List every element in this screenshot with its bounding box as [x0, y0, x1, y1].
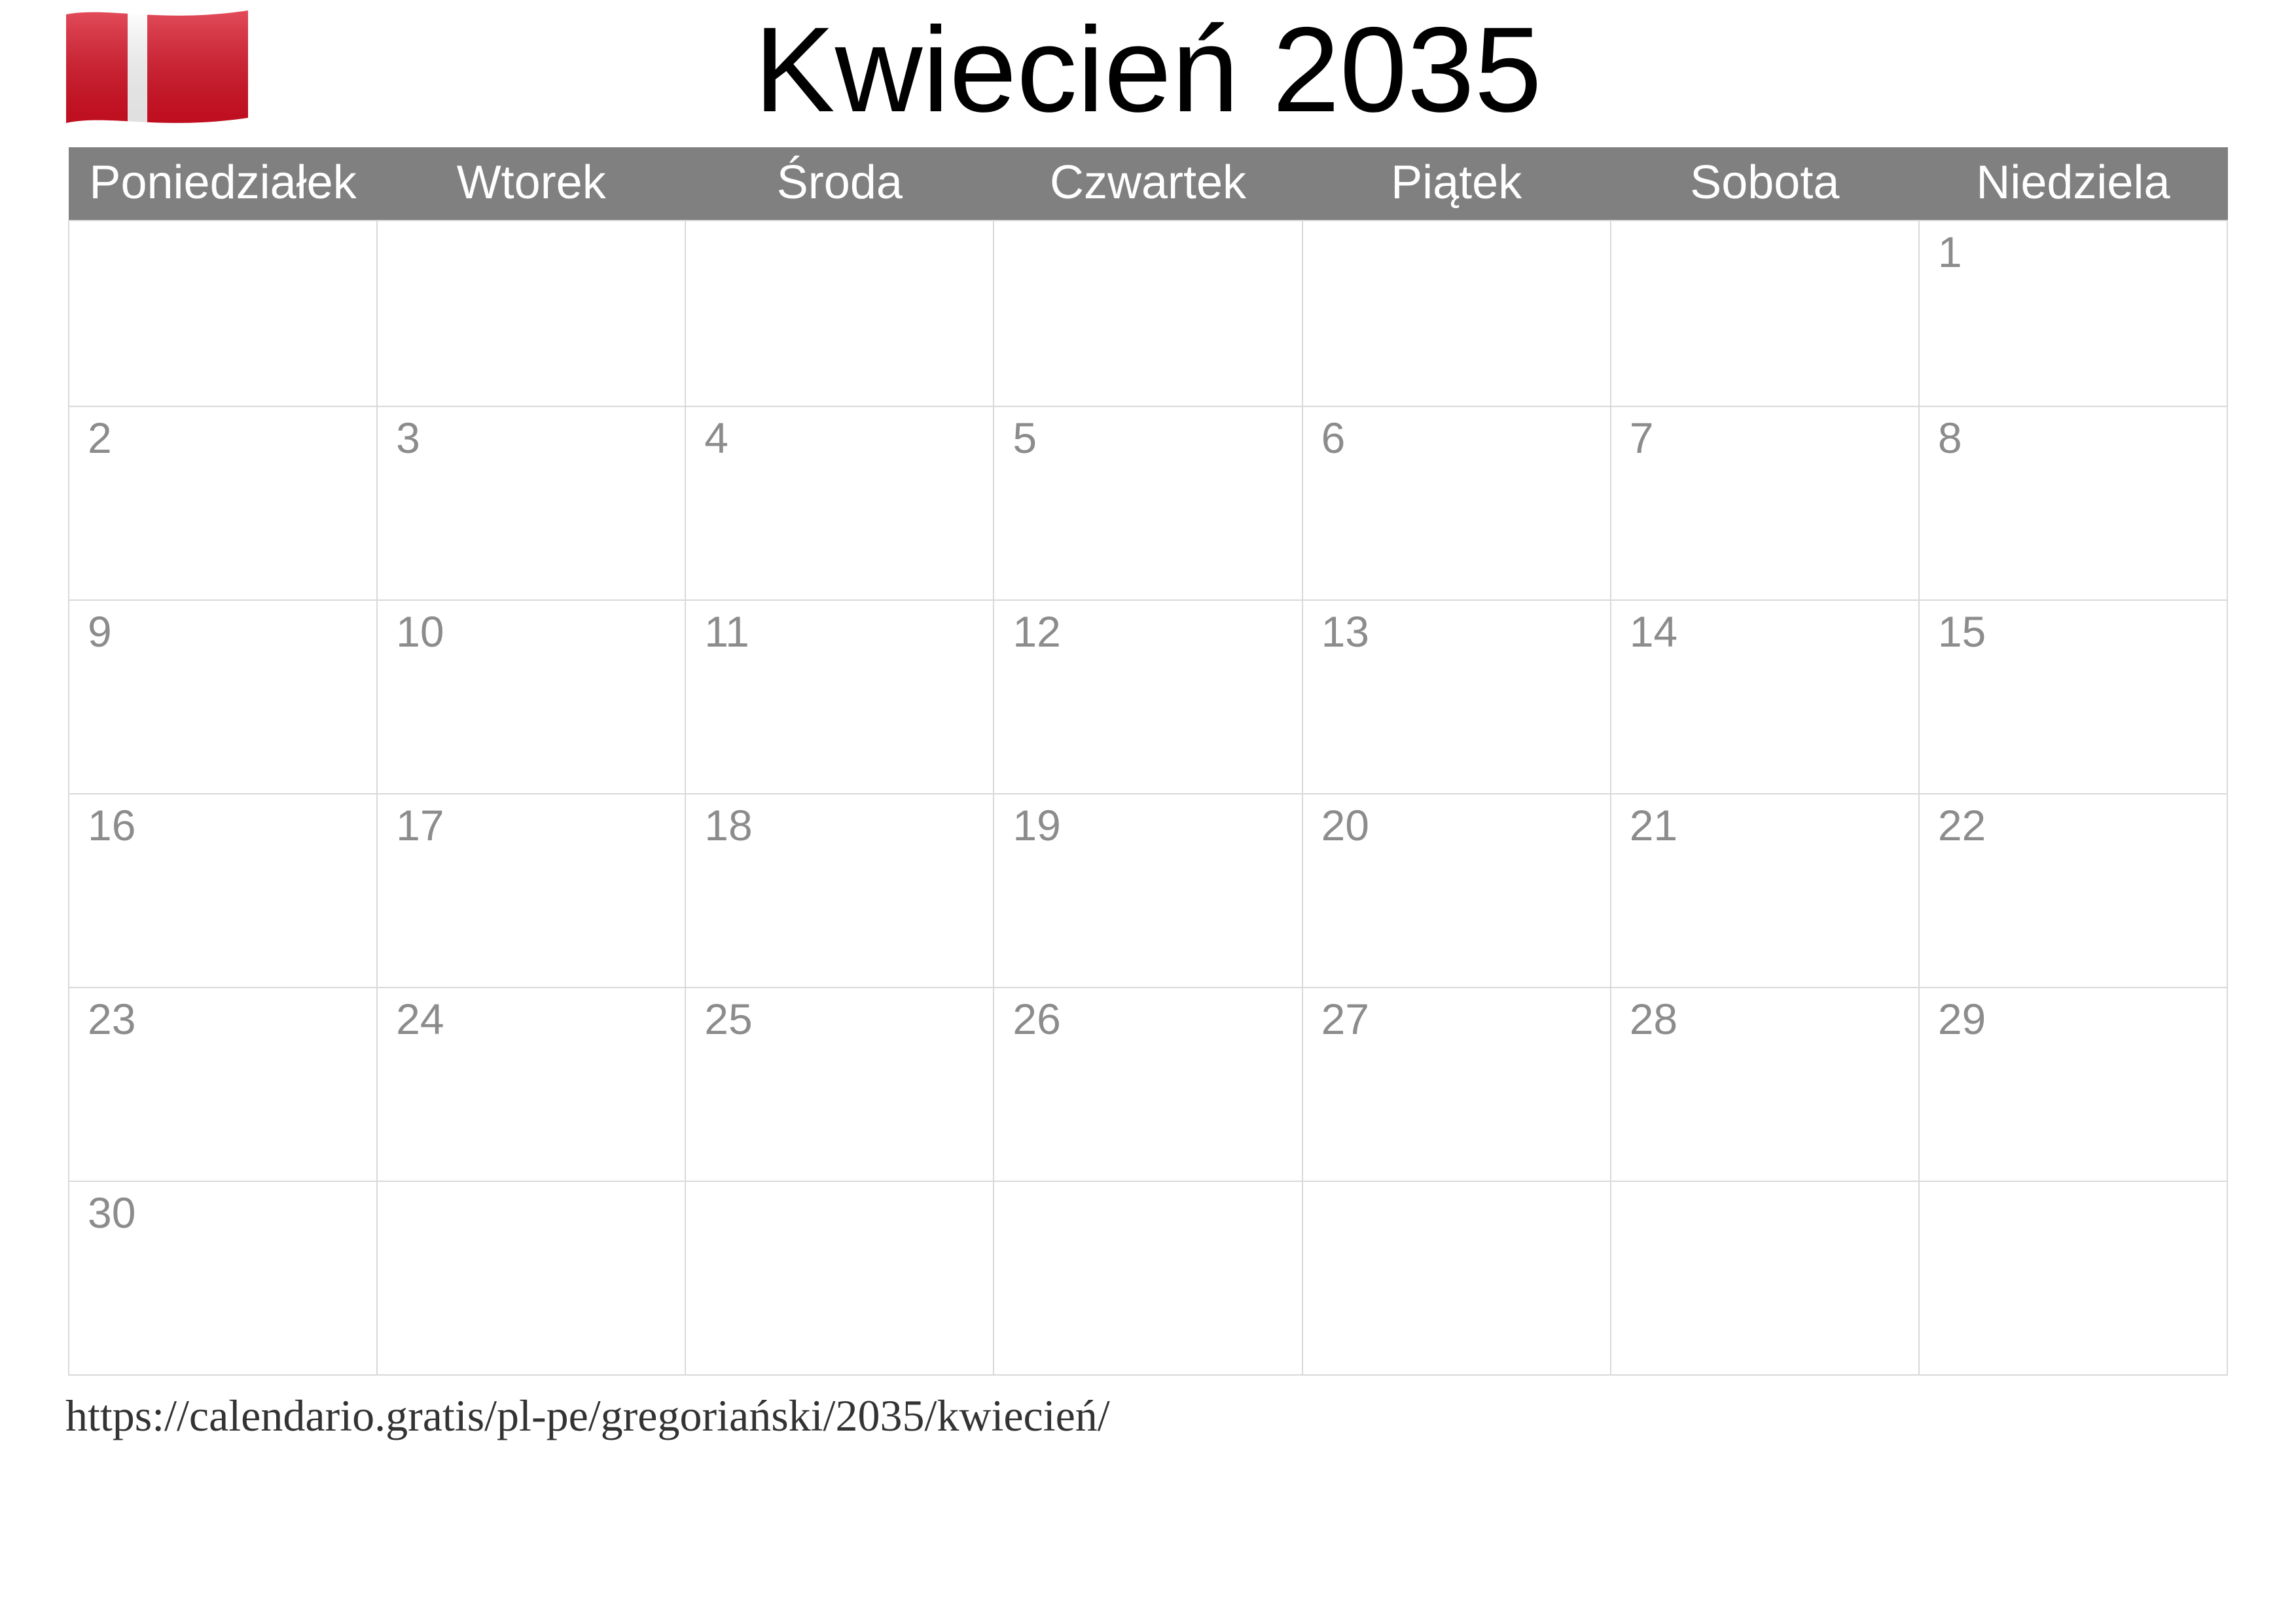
calendar-week-row [69, 1181, 2227, 1375]
day-cell: 16 [69, 794, 377, 988]
day-cell: 26 [994, 988, 1302, 1181]
day-cell [1611, 221, 1919, 406]
calendar-week-row [69, 600, 2227, 794]
day-cell: 2 [69, 406, 377, 600]
day-cell: 20 [1302, 794, 1611, 988]
day-cell: 19 [994, 794, 1302, 988]
page-header [0, 0, 2296, 147]
day-cell [1611, 1181, 1919, 1375]
day-cell [994, 1181, 1302, 1375]
day-cell [685, 221, 994, 406]
day-cell [994, 221, 1302, 406]
day-cell: 6 [1302, 406, 1611, 600]
day-cell [69, 221, 377, 406]
day-cell: 12 [994, 600, 1302, 794]
day-cell [377, 1181, 685, 1375]
weekday-header-monday: Poniedziałek [69, 148, 377, 221]
day-cell: 27 [1302, 988, 1611, 1181]
day-cell: 5 [994, 406, 1302, 600]
day-cell: 25 [685, 988, 994, 1181]
day-cell [1302, 1181, 1611, 1375]
day-cell [1919, 1181, 2227, 1375]
day-cell: 10 [377, 600, 685, 794]
day-cell: 17 [377, 794, 685, 988]
day-cell: 1 [1919, 221, 2227, 406]
calendar-week-row [69, 988, 2227, 1181]
day-cell: 7 [1611, 406, 1919, 600]
day-cell: 15 [1919, 600, 2227, 794]
weekday-header-wednesday: Środa [685, 148, 994, 221]
weekday-header-friday: Piątek [1302, 148, 1611, 221]
day-cell: 9 [69, 600, 377, 794]
day-cell: 18 [685, 794, 994, 988]
day-cell: 3 [377, 406, 685, 600]
weekday-header-tuesday: Wtorek [377, 148, 685, 221]
source-url[interactable]: https://calendario.gratis/pl-pe/gregoriański/2035/kwiecień/ [65, 1391, 1110, 1440]
day-cell: 4 [685, 406, 994, 600]
day-cell: 8 [1919, 406, 2227, 600]
peru-flag-icon [62, 7, 252, 134]
day-cell: 24 [377, 988, 685, 1181]
calendar-week-row [69, 794, 2227, 988]
day-cell: 14 [1611, 600, 1919, 794]
day-cell [377, 221, 685, 406]
page-title: Kwiecień 2035 [754, 3, 1542, 137]
day-cell: 11 [685, 600, 994, 794]
day-cell: 21 [1611, 794, 1919, 988]
calendar-week-row [69, 406, 2227, 600]
day-cell: 22 [1919, 794, 2227, 988]
day-cell: 23 [69, 988, 377, 1181]
day-cell: 13 [1302, 600, 1611, 794]
day-cell [685, 1181, 994, 1375]
calendar-table [68, 147, 2228, 1376]
weekday-header-thursday: Czwartek [994, 148, 1302, 221]
calendar-week-row [69, 221, 2227, 406]
weekday-header-saturday: Sobota [1611, 148, 1919, 221]
day-cell: 29 [1919, 988, 2227, 1181]
day-cell: 30 [69, 1181, 377, 1375]
day-cell: 28 [1611, 988, 1919, 1181]
day-cell [1302, 221, 1611, 406]
weekday-header-sunday: Niedziela [1919, 148, 2227, 221]
calendar-header-row [69, 148, 2227, 221]
